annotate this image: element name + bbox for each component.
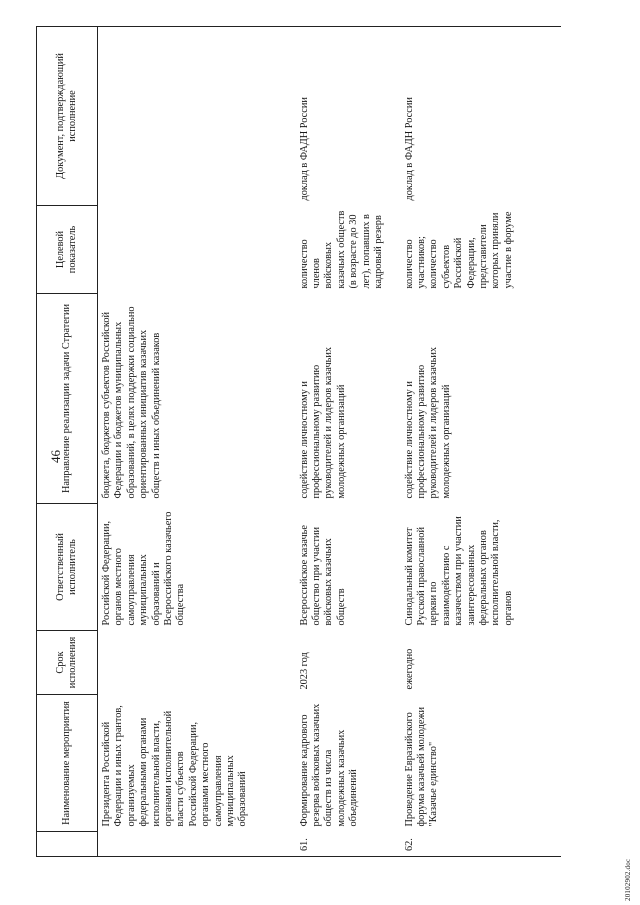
row-name: Проведение Евразийского форума казачьей молодежи "Казачье единство" [403, 706, 440, 827]
header-indicator: Целевой показатель [37, 206, 98, 294]
row-num: 61. [296, 832, 401, 857]
page-number: 46 [48, 450, 63, 463]
row-responsible: Синодальный комитет Русской православной церкви по взаимодействию с казачеством при участии заинтересованных федеральных органов исполнительной власти, органов [403, 516, 514, 626]
row-document: доклад в ФАДН России [296, 27, 401, 206]
row-term [98, 631, 296, 695]
row-term: ежегодно [403, 648, 415, 690]
header-responsible: Ответственный исполнитель [37, 504, 98, 631]
row-responsible: Всероссийское казачье общество при участии войсковых казачьих обществ [298, 525, 347, 626]
header-term: Срок исполнения [37, 631, 98, 695]
row-indicator: количество участников; количество субъектов Российской Федерации, представители которых приняли участие в форуме [403, 211, 514, 289]
row-direction: бюджета, бюджетов субъектов Российской Федерации и бюджетов муниципальных образований, в целях поддержки социально ориентированных инициатив казачьих обществ и иных объединений казаков [101, 306, 162, 499]
row-document: доклад в ФАДН России [401, 27, 561, 206]
footer-doc-code: 20102902.doc [624, 858, 632, 901]
row-term: 2023 год [298, 652, 310, 690]
table-row [296, 27, 401, 857]
table-row [98, 27, 296, 857]
header-num [37, 832, 98, 857]
row-num [98, 832, 296, 857]
row-document [98, 27, 296, 206]
header-name: Наименование мероприятия [37, 695, 98, 832]
table-header [37, 27, 98, 857]
row-indicator: количество членов войсковых казачьих обществ (в возрасте до 30 лет), попавших в кадровый резерв [298, 210, 384, 289]
table-row [401, 27, 561, 857]
row-num: 62. [401, 832, 561, 857]
header-document: Документ, подтверждающий исполнение [37, 27, 98, 206]
row-direction: содействие личностному и профессиональному развитию руководителей и лидеров казачьих молодежных организаций [298, 347, 347, 499]
header-direction: Направление реализации задачи Стратегии [37, 294, 98, 504]
row-responsible: Российской Федерации, органов местного самоуправления муниципальных образований и Всероссийского казачьего общества [101, 511, 187, 626]
row-name: Президента Российской Федерации и иных грантов, организуемых федеральными органами исполнительной власти, органами исполнительной власти субъектов Российской Федерации, органами местного самоуправления муниципальных образований [101, 705, 249, 827]
row-name: Формирование кадрового резерва войсковых казачьих обществ из числа молодежных казачьих объединений [298, 703, 360, 827]
measures-table [36, 26, 561, 857]
row-indicator [98, 206, 296, 294]
row-direction: содействие личностному и профессиональному развитию руководителей и лидеров казачьих молодежных организаций [403, 347, 452, 499]
